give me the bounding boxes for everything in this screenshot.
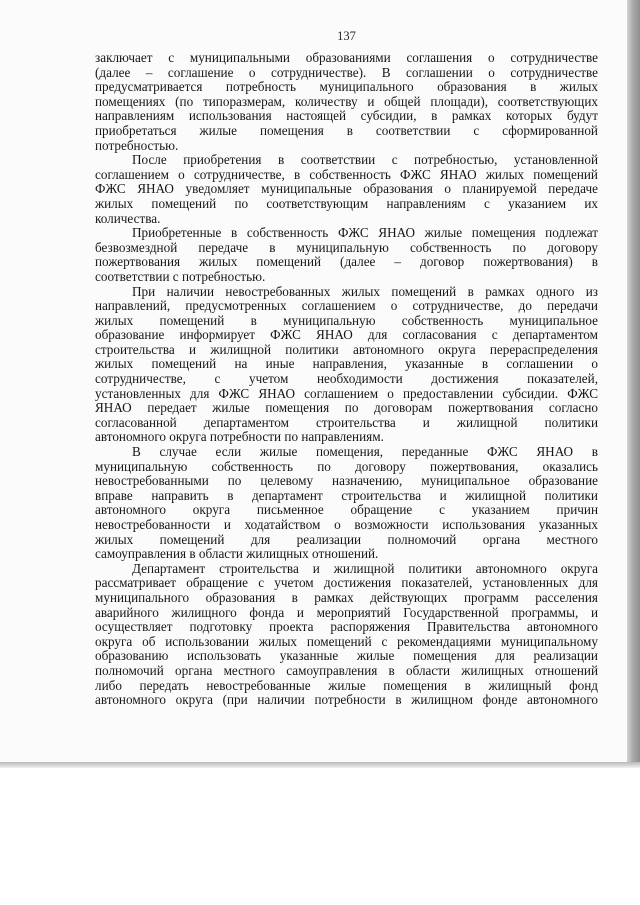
text-line: Департамент строительства и жилищной политики автономного округа: [132, 560, 598, 576]
document-body-text: [95, 51, 598, 708]
text-line: направлений, предусмотренных соглашением о сотрудничестве, до передачи: [95, 298, 598, 314]
text-line: автономного округа (при наличии потребности в жилищном фонде автономного: [95, 692, 598, 708]
text-line: согласованной департаментом строительства и жилищной политики: [95, 414, 598, 430]
text-line: автономного округа письменное обращение с указанием причин: [95, 502, 598, 518]
text-line: невостребованности и ходатайством о возможности использования указанных: [95, 517, 598, 532]
text-line: предусматривается потребность муниципального образования в жилых: [95, 79, 598, 95]
text-line: В случае если жилые помещения, переданные ФЖС ЯНАО в: [132, 444, 598, 460]
text-line: После приобретения в соответствии с потребностью, установленной: [132, 152, 598, 168]
page-number: 137: [337, 29, 356, 43]
text-line: потребностью.: [95, 137, 179, 153]
text-line: невостребованными по целевому назначению, муниципальное образование: [95, 473, 598, 489]
text-line: соответствии с потребностью.: [95, 268, 266, 284]
text-line: (далее – соглашение о сотрудничестве). В соглашении о сотрудничестве: [95, 64, 598, 80]
text-line: полномочий органа местного самоуправления в области жилищных отношений: [95, 662, 598, 678]
text-line: осуществляет подготовку проекта распоряжения Правительства автономного: [95, 619, 598, 635]
text-line: направлениям использования настоящей субсидии, в рамках которых будут: [95, 108, 598, 124]
scan-edge-right: [627, 0, 640, 767]
paragraph: [95, 562, 598, 708]
text-line: заключает с муниципальными образованиями соглашения о сотрудничестве: [95, 50, 598, 65]
text-line: муниципального образования в рамках действующих программ расселения: [95, 589, 598, 605]
text-line: ФЖС ЯНАО уведомляет муниципальные образования о планируемой передаче: [95, 181, 598, 197]
text-line: сотрудничестве, с учетом необходимости достижения показателей,: [95, 371, 598, 387]
text-line: жилых помещений в муниципальную собственность муниципальное: [95, 312, 598, 328]
text-line: При наличии невостребованных жилых помещений в рамках одного из: [132, 283, 598, 299]
text-line: установленных для ФЖС ЯНАО соглашением о предоставлении субсидии. ФЖС: [95, 385, 598, 401]
text-line: Приобретенные в собственность ФЖС ЯНАО жилые помещения подлежат: [132, 225, 598, 241]
text-line: муниципальную собственность по договору пожертвования, оказались: [95, 458, 598, 474]
text-line: ЯНАО передает жилые помещения по договорам пожертвования согласно: [95, 400, 598, 416]
text-line: приобретаться жилые помещения в соответствии с сформированной: [95, 122, 598, 138]
text-line: образованию использовать указанные жилые помещения для реализации: [95, 648, 598, 664]
paragraph: [95, 226, 598, 284]
text-line: строительства и жилищной политики автономного округа перераспределения: [95, 341, 598, 357]
text-line: помещениях (по типоразмерам, количеству и общей площади), соответствующих: [95, 93, 598, 109]
paragraph: [95, 285, 598, 446]
text-line: жилых помещений по соответствующим направлениям с указанием их: [95, 195, 598, 211]
text-line: жилых помещений на иные направления, указанные в соглашении о: [95, 356, 598, 372]
paragraph: [95, 445, 598, 562]
text-line: аварийного жилищного фонда и мероприятий Государственной программы, и: [95, 604, 598, 620]
paragraph: [95, 153, 598, 226]
text-line: жилых помещений для реализации полномочий органа местного: [95, 531, 598, 547]
text-line: соглашением о сотрудничестве, в собственность ФЖС ЯНАО жилых помещений: [95, 166, 598, 182]
text-line: автономного округа потребности по направлениям.: [95, 429, 384, 445]
text-line: количества.: [95, 210, 161, 226]
text-line: пожертвования жилых помещений (далее – договор пожертвования) в: [95, 254, 598, 270]
text-line: либо передать невостребованные жилые помещения в жилищный фонд: [95, 677, 598, 693]
text-line: безвозмездной передаче в муниципальную собственность по договору: [95, 239, 598, 255]
text-line: образование информирует ФЖС ЯНАО для согласования с департаментом: [95, 327, 598, 343]
scan-edge-bottom: [0, 762, 640, 768]
text-line: округа об использовании жилых помещений с рекомендациями муниципальному: [95, 633, 598, 649]
text-line: рассматривает обращение с учетом достижения показателей, установленных для: [95, 575, 598, 591]
paragraph: [95, 51, 598, 153]
text-line: самоуправления в области жилищных отношений.: [95, 546, 379, 562]
text-line: вправе направить в департамент строительства и жилищной политики: [95, 487, 598, 503]
